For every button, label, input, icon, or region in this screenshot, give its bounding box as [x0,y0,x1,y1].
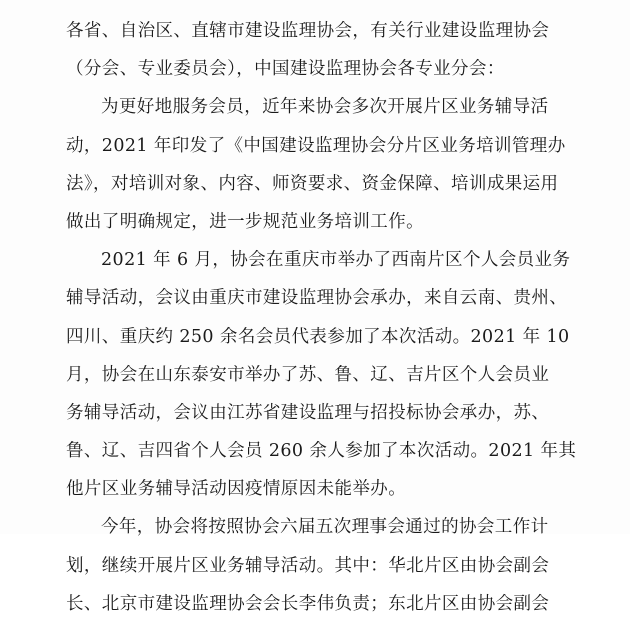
text-line: 今年，协会将按照协会六届五次理事会通过的协会工作计 [101,517,549,538]
document-body [66,12,586,623]
text-line: 动，2021 年印发了《中国建设监理协会分片区业务培训管理办 [66,135,566,156]
text-line: 各省、自治区、直辖市建设监理协会，有关行业建设监理协会 [66,21,550,41]
text-line: 月，协会在山东泰安市举办了苏、鲁、辽、吉片区个人会员业 [66,364,550,385]
text-line: 他片区业务辅导活动因疫情原因未能举办。 [66,479,407,500]
text-line: 做出了明确规定，进一步规范业务培训工作。 [66,211,424,232]
text-line: 务辅导活动，会议由江苏省建设监理与招投标协会承办，苏、 [66,402,550,423]
text-line: 为更好地服务会员，近年来协会多次开展片区业务辅导活 [101,97,549,118]
text-line: 辅导活动，会议由重庆市建设监理协会承办，来自云南、贵州、 [66,288,568,309]
text-line: 法》，对培训对象、内容、师资要求、资金保障、培训成果运用 [66,173,559,194]
text-line: 划，继续开展片区业务辅导活动。其中：华北片区由协会副会 [66,555,550,576]
text-line: （分会、专业委员会），中国建设监理协会各专业分会： [66,59,505,80]
text-line: 鲁、辽、吉四省个人会员 260 余人参加了本次活动。2021 年其 [66,441,577,462]
text-line: 四川、重庆约 250 余名会员代表参加了本次活动。2021 年 10 [66,326,570,347]
text-line: 2021 年 6 月，协会在重庆市举办了西南片区个人会员业务 [101,250,571,271]
text-line: 长、北京市建设监理协会会长李伟负责；东北片区由协会副会 [66,593,550,614]
